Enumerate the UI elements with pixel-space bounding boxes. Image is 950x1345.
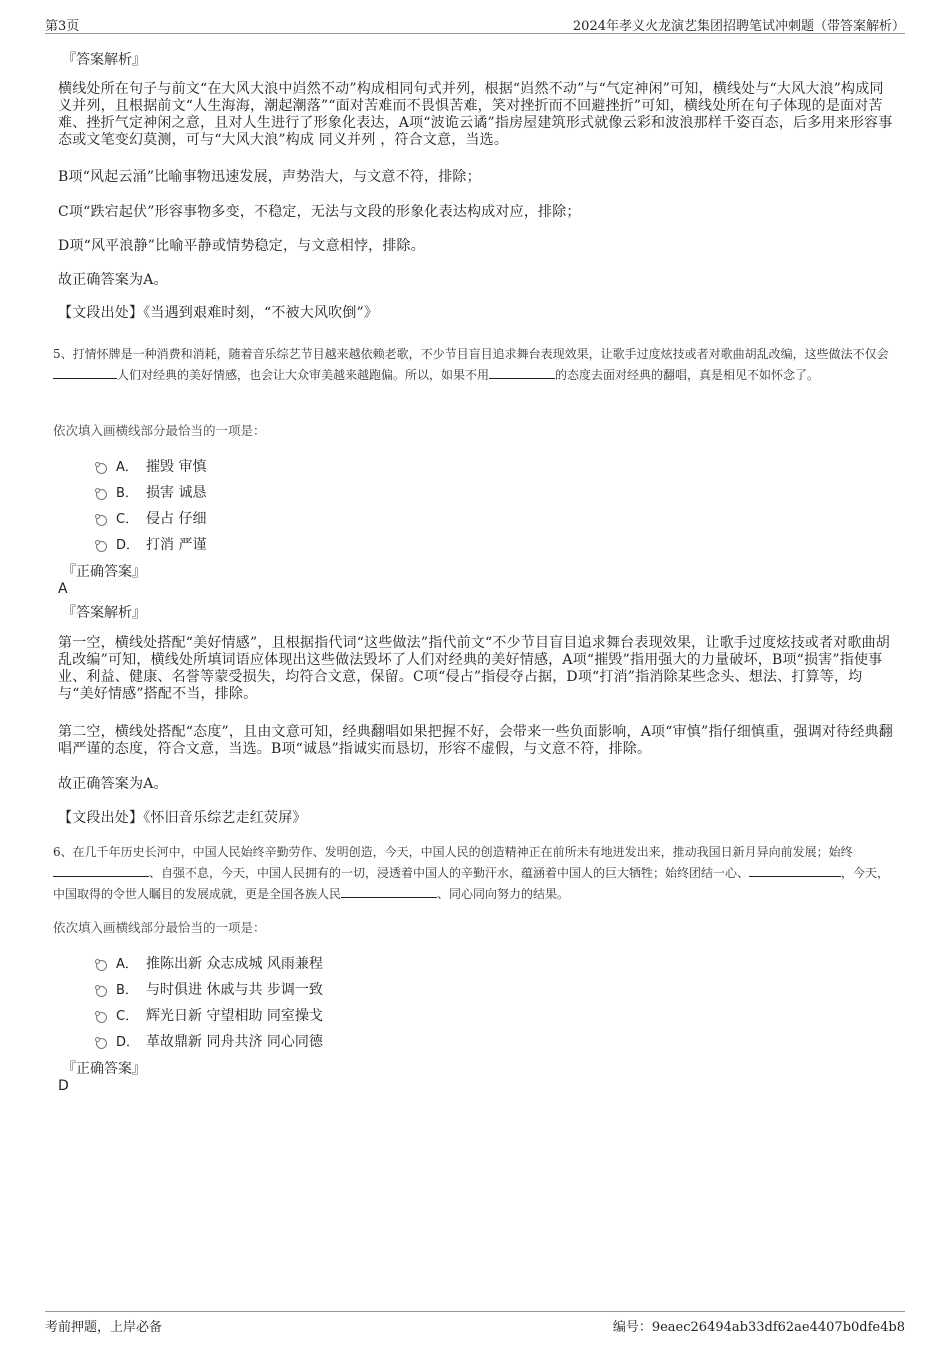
q5-option-a[interactable] (96, 456, 206, 476)
q6-correct-answer: D (58, 1078, 69, 1094)
option-text: 侵占 仔细 (146, 511, 207, 527)
q5-blank-2 (489, 366, 555, 379)
q5-analysis-para-1: 第一空，横线处搭配“美好情感”，且根据指代词“这些做法”指代前文“不少节目盲目追求舞台表现效果，让歌手过度炫技或者对歌曲胡乱改编”可知，横线处所填词语应体现出这些做法毁坏了人们对经典的美好情感，A项“摧毁”指用强大的力量破坏，B项“损害”指使事业、利益、健康、名誉等蒙受损失，均符合文意，保留。C项“侵占”指侵夺占据，D项“打消”指消除某些念头、想法、打算等，均与“美好情感”搭配不当，排除。 (58, 635, 890, 702)
option-letter: A． (116, 957, 138, 972)
radio-icon[interactable] (96, 986, 107, 997)
radio-icon[interactable] (96, 541, 107, 552)
q4-analysis-label: 『答案解析』 (62, 52, 146, 68)
footer-slogan: 考前押题，上岸必备 (45, 1320, 163, 1335)
option-letter: A． (116, 460, 138, 475)
radio-icon[interactable] (96, 1038, 107, 1049)
q5-option-d[interactable] (96, 534, 206, 554)
q6-blank-2 (749, 864, 841, 877)
radio-icon[interactable] (96, 960, 107, 971)
option-letter: B． (116, 983, 138, 998)
q4-answer-line: 故正确答案为A。 (58, 272, 168, 288)
q6-stem-part-1: 6、在几千年历史长河中，中国人民始终辛勤劳作、发明创造，今天，中国人民的创造精神正在前所未有地迸发出来，推动我国日新月异向前发展；始终 (53, 845, 853, 859)
q5-answer-line: 故正确答案为A。 (58, 776, 168, 792)
option-text: 打消 严谨 (146, 537, 207, 553)
q6-stem-part-3: ，今天，中国取得的令世人瞩目的发展成就，更是全国各族人民 (53, 866, 890, 901)
q6-option-b[interactable] (96, 979, 323, 999)
q5-stem (53, 344, 893, 386)
page-header (45, 13, 905, 34)
q5-stem-part-3: 的态度去面对经典的翻唱，真是相见不如怀念了。 (555, 368, 820, 382)
q6-blank-1 (53, 864, 149, 877)
radio-icon[interactable] (96, 515, 107, 526)
option-letter: C． (116, 512, 139, 527)
radio-icon[interactable] (96, 1012, 107, 1023)
option-text: 损害 诚恳 (146, 485, 207, 501)
footer-doc-id: 编号：9eaec26494ab33df62ae4407b0dfe4b8 (612, 1320, 905, 1335)
q5-analysis-label: 『答案解析』 (62, 605, 146, 621)
option-letter: D． (116, 1035, 140, 1050)
option-letter: D． (116, 538, 140, 553)
q4-analysis-para-4: D项“风平浪静”比喻平静或情势稳定，与文意相悖，排除。 (58, 238, 425, 254)
q5-option-b[interactable] (96, 482, 206, 502)
option-text: 革故鼎新 同舟共济 同心同德 (146, 1034, 323, 1050)
q6-stem-part-4: 、同心同向努力的结果。 (437, 887, 570, 901)
q6-stem-part-2: 、自强不息，今天，中国人民拥有的一切，浸透着中国人的辛勤汗水，蕴涵着中国人的巨大牺牲；始终团结一心、 (149, 866, 750, 880)
q5-source: 【文段出处】《怀旧音乐综艺走红荧屏》 (58, 810, 307, 826)
q6-blank-3 (341, 885, 437, 898)
q6-option-c[interactable] (96, 1005, 323, 1025)
q4-analysis-para-3: C项“跌宕起伏”形容事物多变，不稳定，无法与文段的形象化表达构成对应，排除； (58, 204, 581, 220)
q5-correct-answer: A (58, 581, 68, 597)
page-footer (45, 1311, 905, 1334)
radio-icon[interactable] (96, 489, 107, 500)
q6-correct-label: 『正确答案』 (62, 1061, 146, 1077)
q6-prompt: 依次填入画横线部分最恰当的一项是： (53, 920, 266, 935)
option-text: 辉光日新 守望相助 同室操戈 (146, 1008, 323, 1024)
q4-source: 【文段出处】《当遇到艰难时刻，“不被大风吹倒”》 (58, 305, 379, 321)
q5-stem-part-2: 人们对经典的美好情感，也会让大众审美越来越跑偏。所以，如果不用 (117, 368, 490, 382)
q4-analysis-para-1: 横线处所在句子与前文“在大风大浪中岿然不动”构成相同句式并列，根据“岿然不动”与“气定神闲”可知，横线处与“大风大浪”构成同义并列，且根据前文“人生海海，潮起潮落”“面对苦难而不畏惧苦难，笑对挫折而不回避挫折”可知，横线处所在句子体现的是面对苦难、挫折气定神闲之意，且对人生进行了形象化表达，A项“波诡云谲”指房屋建筑形式就像云彩和波浪那样千姿百态，后多用来形容事态或文笔变幻莫测，可与“大风大浪”构成 同义并列 ，符合文意，当选。 (58, 81, 893, 148)
radio-icon[interactable] (96, 463, 107, 474)
option-text: 摧毁 审慎 (146, 459, 207, 475)
q5-option-c[interactable] (96, 508, 206, 528)
q5-correct-label: 『正确答案』 (62, 564, 146, 580)
q5-prompt: 依次填入画横线部分最恰当的一项是： (53, 423, 266, 438)
option-letter: B． (116, 486, 138, 501)
q5-blank-1 (53, 366, 117, 379)
q6-option-a[interactable] (96, 953, 323, 973)
q5-stem-part-1: 5、打情怀牌是一种消费和消耗，随着音乐综艺节目越来越依赖老歌，不少节目盲目追求舞台表现效果，让歌手过度炫技或者对歌曲胡乱改编，这些做法不仅会 (53, 347, 889, 361)
q4-analysis-para-2: B项“风起云涌”比喻事物迅速发展，声势浩大，与文意不符，排除； (58, 169, 481, 185)
option-letter: C． (116, 1009, 139, 1024)
option-text: 与时俱进 休戚与共 步调一致 (146, 982, 323, 998)
q6-option-d[interactable] (96, 1031, 323, 1051)
q6-stem (53, 842, 893, 905)
q5-analysis-para-2: 第二空，横线处搭配“态度”，且由文意可知，经典翻唱如果把握不好，会带来一些负面影响，A项“审慎”指仔细慎重，强调对待经典翻唱严谨的态度，符合文意，当选。B项“诚恳”指诚实而恳切，形容不虚假，与文意不符，排除。 (58, 724, 893, 757)
option-text: 推陈出新 众志成城 风雨兼程 (146, 956, 323, 972)
page-number: 第3页 (45, 19, 80, 34)
document-title: 2024年孝义火龙演艺集团招聘笔试冲刺题（带答案解析） (572, 19, 905, 34)
